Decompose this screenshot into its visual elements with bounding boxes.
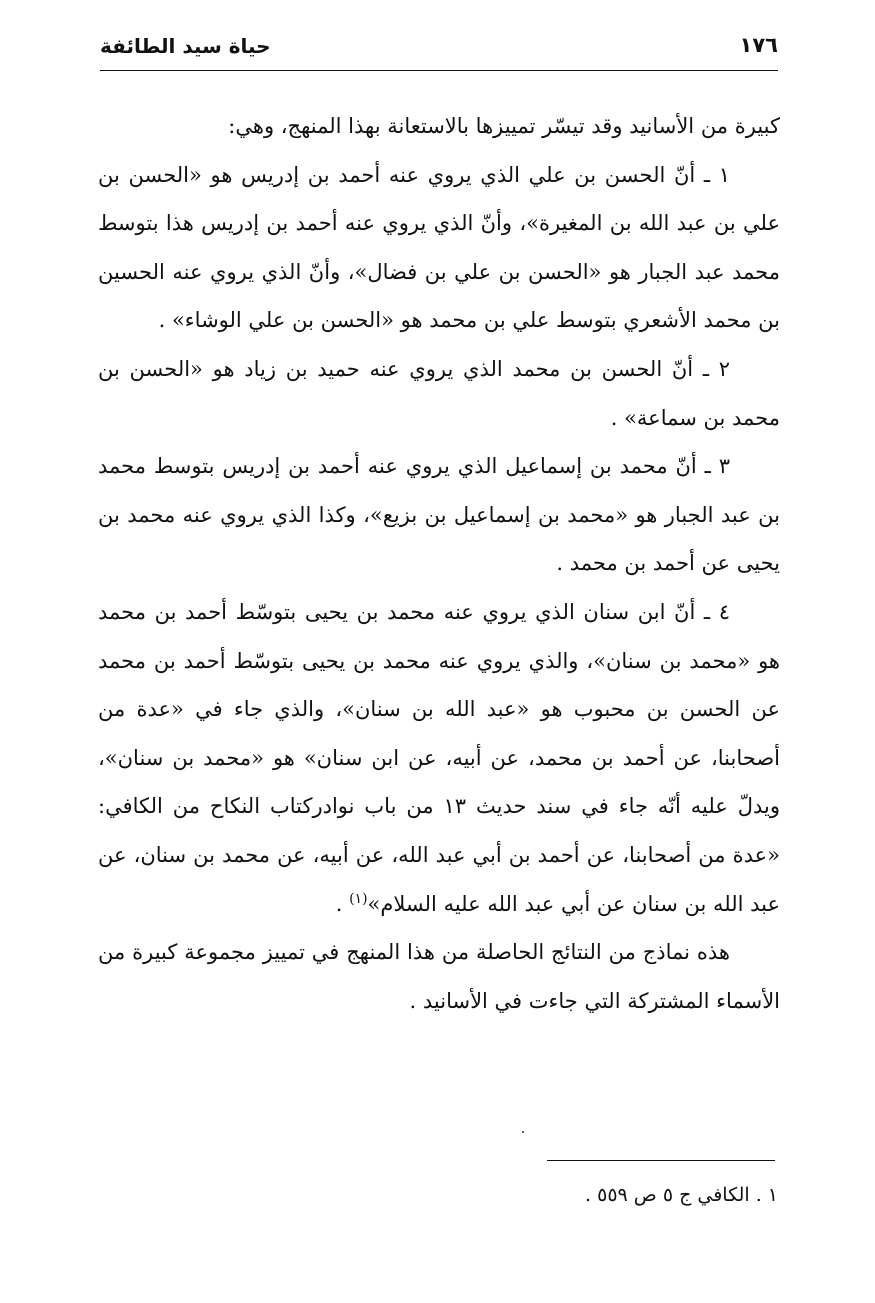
ink-speck [522,1131,524,1133]
paragraph-item-2: ٢ ـ أنّ الحسن بن محمد الذي يروي عنه حميد بن زياد هو «الحسن بن محمد بن سماعة» . [98,356,780,430]
paragraph-intro: كبيرة من الأسانيد وقد تيسّر تمييزها بالاستعانة بهذا المنهج، وهي: [228,114,780,138]
paragraph-item-4-end: . [335,891,350,916]
footnote-marker[interactable]: (١) [349,890,368,907]
footnote: ١ . الكافي ج ٥ ص ٥٥٩ . [585,1184,778,1206]
footnote-separator [547,1160,775,1161]
paragraph-item-1: ١ ـ أنّ الحسن بن علي الذي يروي عنه أحمد بن إدريس هو «الحسن بن علي بن عبد الله بن المغيرة»، وأنّ الذي يروي عنه أحمد بن إدريس هذا بتوسط محمد عبد الجبار هو «الحسن بن علي بن فضال»، وأنّ الذي يروي عنه الحسين بن محمد الأشعري بتوسط علي بن محمد هو «الحسن بن علي الوشاء» . [98,162,780,333]
paragraph-conclusion: هذه نماذج من النتائج الحاصلة من هذا المنهج في تمييز مجموعة كبيرة من الأسماء المشتركة التي جاءت في الأسانيد . [98,940,780,1013]
paragraph-item-4 [98,588,780,928]
page-number: ١٧٦ [739,33,778,57]
paragraph-item-3: ٣ ـ أنّ محمد بن إسماعيل الذي يروي عنه أحمد بن إدريس بتوسط محمد بن عبد الجبار هو «محمد بن إسماعيل بن بزيع»، وكذا الذي يروي عنه محمد بن يحيى عن أحمد بن محمد . [98,454,780,576]
running-header [100,34,778,71]
body-text [98,102,780,1025]
paragraph-item-4-text: ٤ ـ أنّ ابن سنان الذي يروي عنه محمد بن يحيى بتوسّط أحمد بن محمد هو «محمد بن سنان»، والذي يروي عنه محمد بن يحيى بتوسّط أحمد بن محمد عن الحسن بن محبوب هو «عبد الله بن سنان»، والذي جاء في «عدة من أصحابنا، عن أحمد بن محمد، عن أبيه، عن ابن سنان» هو «محمد بن سنان»، ويدلّ عليه أنّه جاء في سند حديث ١٣ من باب نوادركتاب النكاح من الكافي: «عدة من أصحابنا، عن أحمد بن أبي عبد الله، عن أبيه، عن محمد بن سنان، عن عبد الله بن سنان عن أبي عبد الله عليه السلام» [98,599,781,916]
header-title: حياة سيد الطائفة [100,34,271,58]
